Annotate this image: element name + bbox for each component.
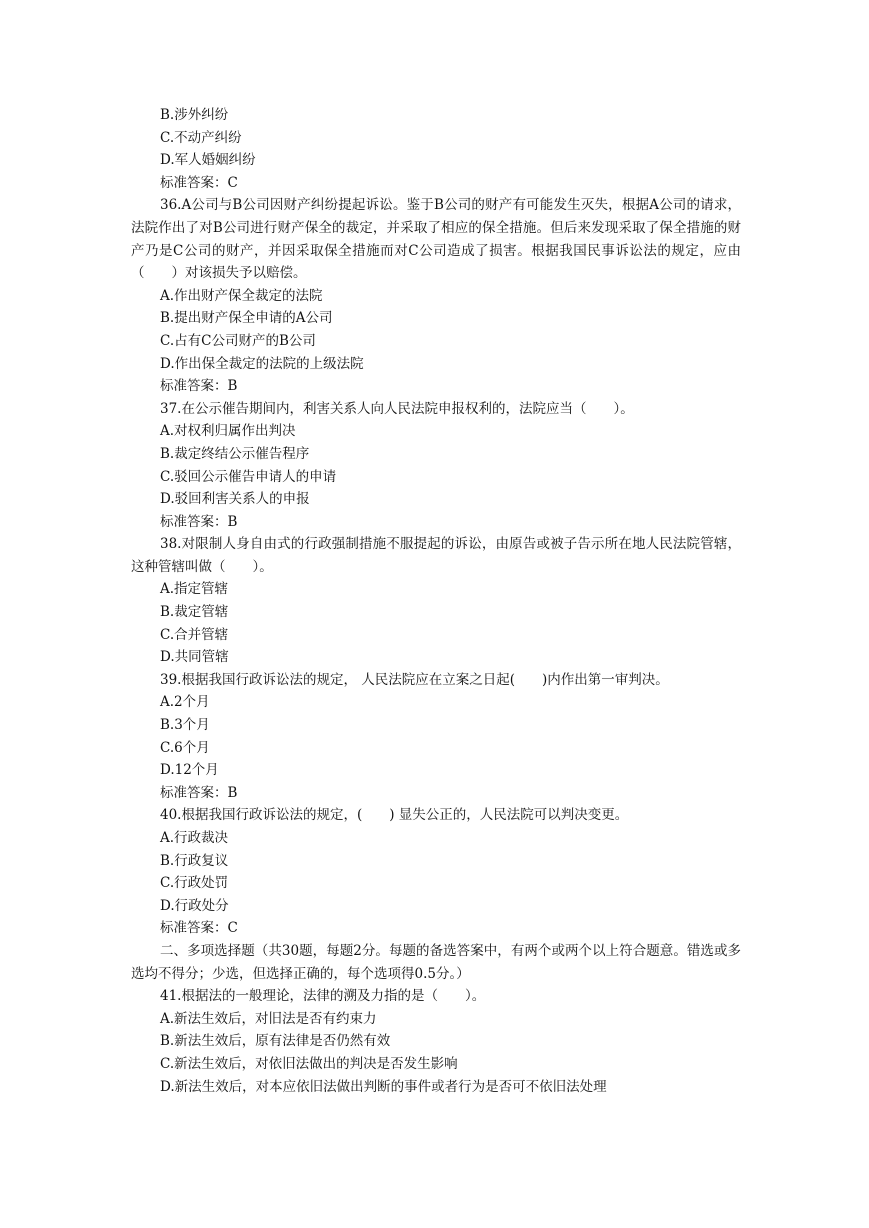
text-line: C.6个月 (160, 739, 210, 756)
text-line: 标准答案：B (160, 378, 238, 395)
text-line: D.驳回利害关系人的申报 (160, 491, 310, 508)
text-line: C.合并管辖 (160, 626, 229, 643)
text-line: B.裁定终结公示催告程序 (160, 445, 310, 462)
text-line: B.涉外纠纷 (160, 107, 229, 123)
text-line: 40.根据我国行政诉讼法的规定，( ) 显失公正的，人民法院可以判决变更。 (160, 807, 629, 824)
text-line: 标准答案：C (160, 174, 238, 191)
text-line: D.作出保全裁定的法院的上级法院 (160, 355, 364, 372)
text-line: B.提出财产保全申请的A公司 (160, 310, 333, 327)
text-line: B.新法生效后，原有法律是否仍然有效 (160, 1033, 391, 1050)
text-line: A.指定管辖 (160, 581, 229, 598)
text-line: A.行政裁决 (160, 830, 229, 846)
text-line: B.3个月 (160, 717, 210, 734)
text-line: A.作出财产保全裁定的法院 (160, 287, 323, 304)
text-line: 37.在公示催告期间内，利害关系人向人民法院申报权利的，法院应当（ ）。 (160, 400, 634, 417)
text-line: C.行政处罚 (160, 875, 229, 892)
text-line: A.对权利归属作出判决 (160, 423, 296, 440)
text-line: C.新法生效后，对依旧法做出的判决是否发生影响 (160, 1055, 458, 1072)
document-body (131, 104, 741, 1098)
text-line: 36.A公司与B公司因财产纠纷提起诉讼。鉴于B公司的财产有可能发生灭失，根据A公司的请求，法院作出了对B公司进行财产保全的裁定，并采取了相应的保全措施。但后来发现采取了保全措施的财产乃是C公司的财产，并因采取保全措施而对C公司造成了损害。根据我国民事诉讼法的规定，应由（ ）对该损失予以赔偿。 (131, 197, 741, 282)
text-line: 39.根据我国行政诉讼法的规定， 人民法院应在立案之日起( )内作出第一审判决。 (160, 671, 669, 688)
text-line: 二、多项选择题（共30题，每题2分。每题的备选答案中，有两个或两个以上符合题意。错选或多选均不得分；少选，但选择正确的，每个选项得0.5分。） (131, 942, 741, 982)
text-line: A.2个月 (160, 694, 210, 711)
text-line: D.共同管辖 (160, 649, 229, 666)
text-line: 38.对限制人身自由式的行政强制措施不服提起的诉讼，由原告或被子告示所在地人民法院管辖，这种管辖叫做（ ）。 (131, 536, 741, 575)
text-line: A.新法生效后，对旧法是否有约束力 (160, 1010, 377, 1027)
text-line: C.占有C公司财产的B公司 (160, 332, 316, 349)
text-line: C.驳回公示催告申请人的申请 (160, 468, 337, 485)
text-line: 标准答案：B (160, 784, 238, 801)
text-line: C.不动产纠纷 (160, 129, 242, 146)
text-line: D.军人婚姻纠纷 (160, 152, 256, 169)
text-line: B.行政复议 (160, 852, 229, 869)
text-line: D.行政处分 (160, 897, 229, 914)
text-line: 标准答案：B (160, 513, 238, 530)
text-line: D.12个月 (160, 762, 219, 779)
text-line: D.新法生效后，对本应依旧法做出判断的事件或者行为是否可不依旧法处理 (160, 1078, 607, 1095)
text-line: 41.根据法的一般理论，法律的溯及力指的是（ ）。 (160, 988, 486, 1005)
text-line: B.裁定管辖 (160, 604, 229, 621)
text-line: 标准答案：C (160, 920, 238, 937)
